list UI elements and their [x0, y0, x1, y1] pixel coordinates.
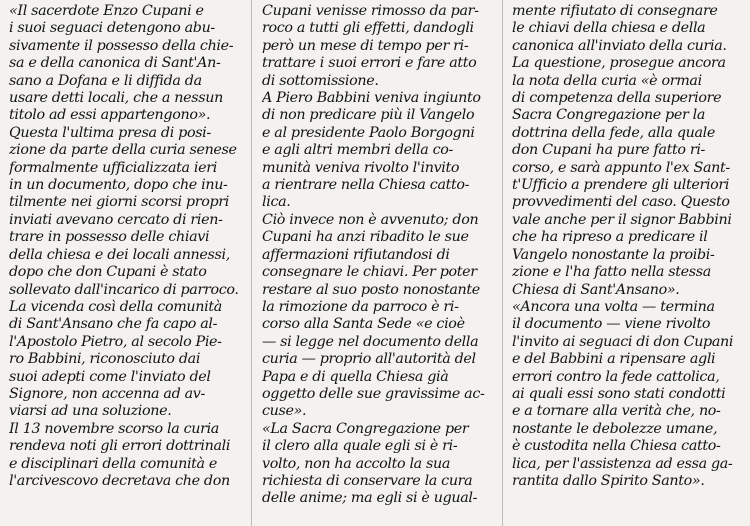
text-line: ro Babbini, riconosciuto dai — [9, 351, 201, 368]
text-line: rantita dallo Spirito Santo». — [512, 472, 705, 489]
text-line: il clero alla quale egli si è ri- — [262, 438, 458, 455]
text-line: titolo ad essi appartengono». — [9, 107, 211, 124]
text-line: lica. — [262, 194, 291, 211]
text-line: dottrina della fede, alla quale — [512, 124, 716, 141]
text-line: roco a tutti gli effetti, dandogli — [262, 20, 474, 37]
text-line: ai quali essi sono stati condotti — [512, 385, 726, 402]
text-line: la rimozione da parroco è ri- — [262, 298, 459, 315]
text-line: volto, non ha accolto la sua — [262, 455, 451, 472]
text-line: zione e l'ha fatto nella stessa — [512, 264, 711, 281]
text-line: errori contro la fede cattolica, — [512, 368, 720, 385]
text-line: Ciò invece non è avvenuto; don — [262, 211, 479, 228]
text-line: e disciplinari della comunità e — [9, 455, 218, 472]
column-divider — [502, 0, 503, 526]
text-line: La questione, prosegue ancora — [512, 55, 726, 72]
text-line: sano a Dofana e li diffida da — [9, 72, 202, 89]
text-line: e al presidente Paolo Borgogni — [262, 124, 475, 141]
text-line: A Piero Babbini veniva ingiunto — [262, 90, 481, 107]
text-line: curia — proprio all'autorità del — [262, 351, 476, 368]
text-line: delle anime; ma egli si è ugual- — [262, 490, 478, 507]
text-line: Chiesa di Sant'Ansano». — [512, 281, 680, 298]
text-line: «Ancora una volta — termina — [512, 298, 715, 315]
text-line: consegnare le chiavi. Per poter — [262, 264, 477, 281]
text-line: il documento — viene rivolto — [512, 316, 711, 333]
text-line: Cupani ha anzi ribadito le sue — [262, 229, 469, 246]
text-line: — si legge nel documento della — [262, 333, 479, 350]
text-line: è custodita nella Chiesa catto- — [512, 438, 721, 455]
text-line: Sacra Congregazione per la — [512, 107, 706, 124]
text-line: Cupani venisse rimosso da par- — [262, 3, 479, 19]
text-line: dopo che don Cupani è stato — [9, 264, 207, 281]
article-column-2 — [262, 3, 494, 526]
text-line: suoi adepti come l'inviato del — [9, 368, 211, 385]
column-divider — [251, 0, 252, 526]
text-line: nostante le debolezze umane, — [512, 420, 718, 437]
article-column-3 — [512, 3, 744, 526]
text-line: t'Ufficio a prendere gli ulteriori — [512, 177, 730, 194]
text-line: inviati avevano cercato di rien- — [9, 211, 223, 228]
text-line: munità veniva rivolto l'invito — [262, 159, 460, 176]
text-line: vale anche per il signor Babbini — [512, 211, 732, 228]
text-line: «Il sacerdote Enzo Cupani e — [9, 3, 204, 19]
text-line: che ha ripreso a predicare il — [512, 229, 708, 246]
text-line: don Cupani ha pure fatto ri- — [512, 142, 706, 159]
text-line: viarsi ad una soluzione. — [9, 403, 172, 420]
text-line: cuse». — [262, 403, 307, 420]
text-line: oggetto delle sue gravissime ac- — [262, 385, 485, 402]
text-line: di non predicare più il Vangelo — [262, 107, 475, 124]
text-line: lica, per l'assistenza ad essa ga- — [512, 455, 733, 472]
text-line: però un mese di tempo per ri- — [262, 37, 469, 54]
text-line: della chiesa e dei locali annessi, — [9, 246, 230, 263]
text-line: le chiavi della chiesa e della — [512, 20, 706, 37]
text-line: sa e della canonica di Sant'An- — [9, 55, 221, 72]
text-line: sollevato dall'incarico di parroco. — [9, 281, 239, 298]
text-line: l'arcivescovo decretava che don — [9, 472, 230, 489]
text-line: Signore, non accenna ad av- — [9, 385, 205, 402]
text-line: Questa l'ultima presa di posi- — [9, 124, 211, 141]
article-column-1 — [9, 3, 242, 526]
text-line: corso, e sarà appunto l'ex Sant- — [512, 159, 730, 176]
text-line: e agli altri membri della co- — [262, 142, 453, 159]
text-line: Papa e di quella Chiesa già — [262, 368, 449, 385]
text-line: La vicenda così della comunità — [9, 298, 222, 315]
text-line: tilmente nei giorni scorsi propri — [9, 194, 229, 211]
text-line: usare detti locali, che a nessun — [9, 90, 223, 107]
text-line: a rientrare nella Chiesa catto- — [262, 177, 470, 194]
text-line: la nota della curia «è ormai — [512, 72, 702, 89]
text-line: rendeva noti gli errori dottrinali — [9, 438, 231, 455]
text-line: mente rifiutato di consegnare — [512, 3, 718, 19]
text-line: Il 13 novembre scorso la curia — [9, 420, 219, 437]
text-line: zione da parte della curia senese — [9, 142, 237, 159]
text-line: affermazioni rifiutandosi di — [262, 246, 450, 263]
text-line: i suoi seguaci detengono abu- — [9, 20, 215, 37]
text-line: di Sant'Ansano che fa capo al- — [9, 316, 218, 333]
text-line: «La Sacra Congregazione per — [262, 420, 469, 437]
text-line: di sottomissione. — [262, 72, 379, 89]
text-line: trattare i suoi errori e fare atto — [262, 55, 477, 72]
text-line: richiesta di conservare la cura — [262, 472, 473, 489]
text-line: e del Babbini a ripensare agli — [512, 351, 716, 368]
text-line: restare al suo posto nonostante — [262, 281, 480, 298]
text-line: provvedimenti del caso. Questo — [512, 194, 730, 211]
text-line: corso alla Santa Sede «e cioè — [262, 316, 465, 333]
text-line: e a tornare alla verità che, no- — [512, 403, 721, 420]
text-line: di competenza della superiore — [512, 90, 722, 107]
text-line: l'invito ai seguaci di don Cupani — [512, 333, 734, 350]
text-line: formalmente ufficializzata ieri — [9, 159, 217, 176]
text-line: canonica all'inviato della curia. — [512, 37, 727, 54]
text-line: sivamente il possesso della chie- — [9, 37, 234, 54]
text-line: l'Apostolo Pietro, al secolo Pie- — [9, 333, 222, 350]
text-line: Vangelo nonostante la proibi- — [512, 246, 715, 263]
text-line: trare in possesso delle chiavi — [9, 229, 210, 246]
text-line: in un documento, dopo che inu- — [9, 177, 228, 194]
